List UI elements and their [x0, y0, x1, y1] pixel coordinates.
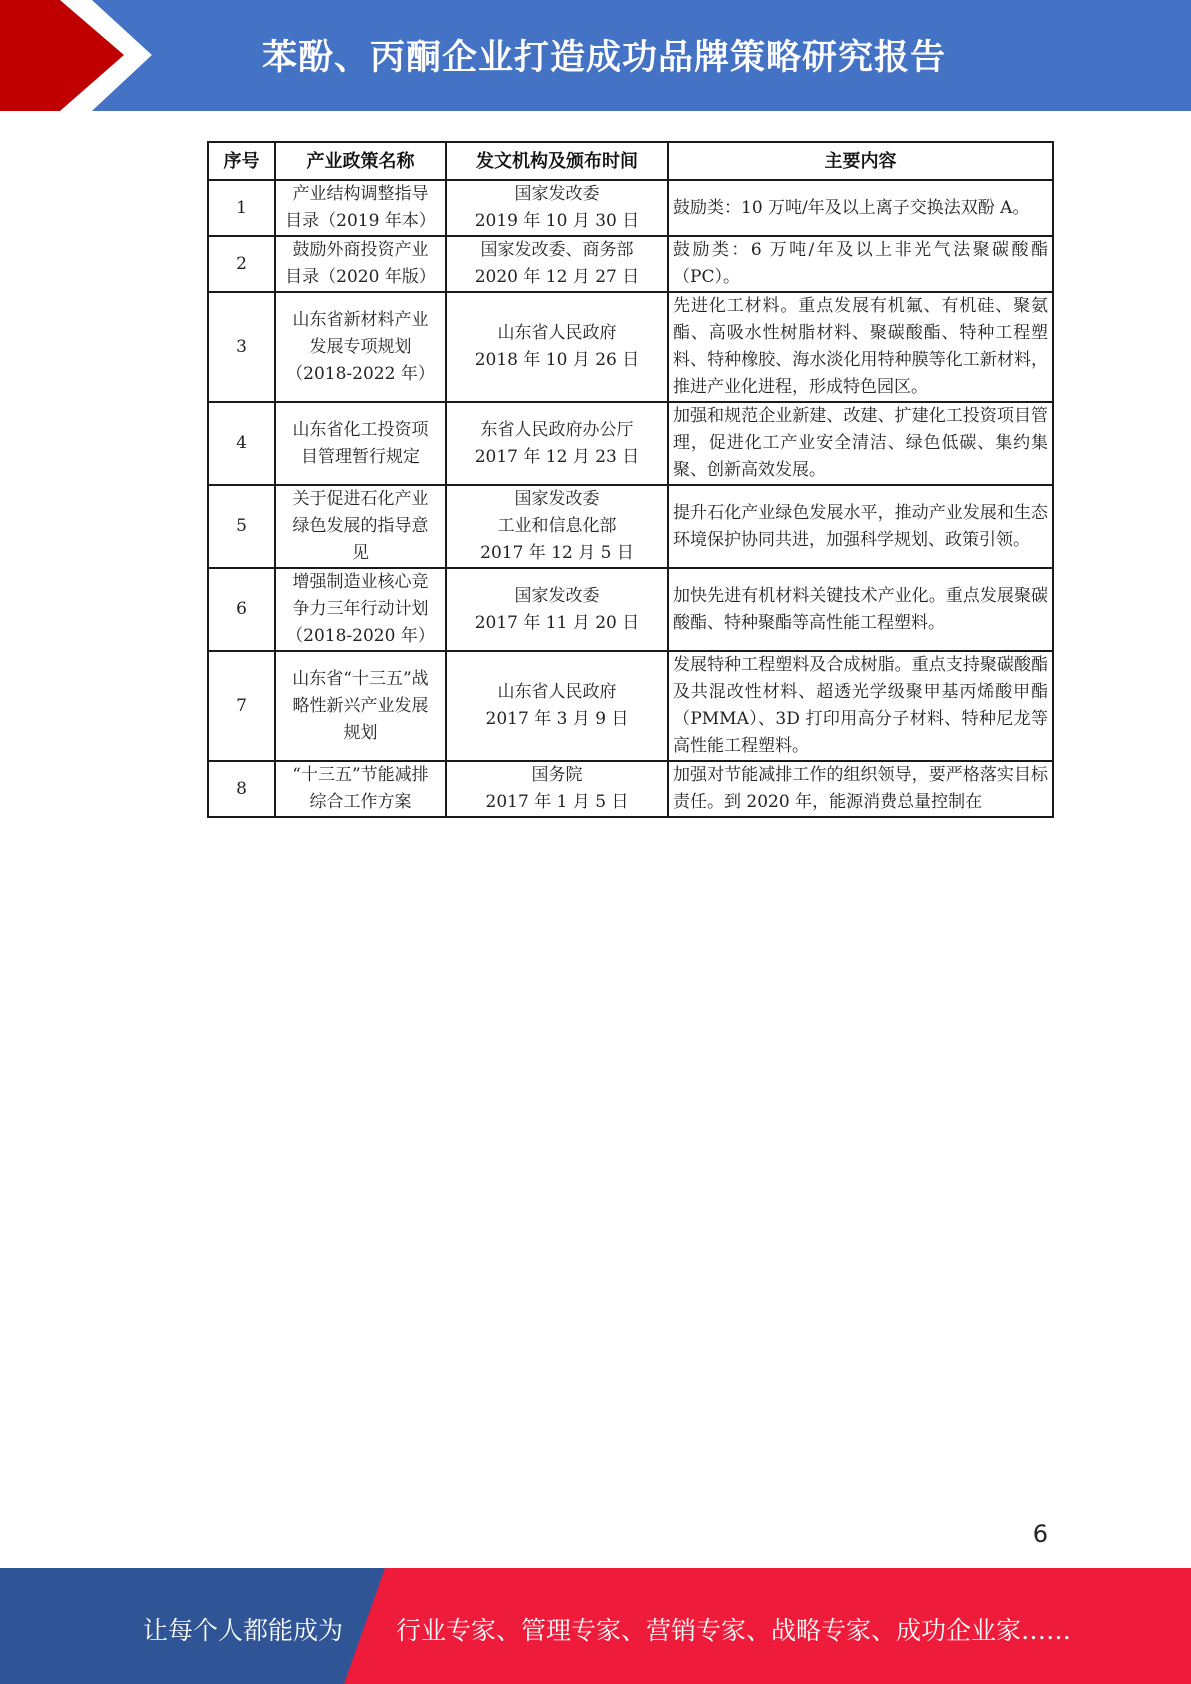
cell-policy-name: [275, 402, 446, 485]
page-number: 6: [1032, 1520, 1048, 1548]
issuer-date-line: 2017 年 12 月 23 日: [474, 446, 640, 467]
table-row: [208, 402, 1053, 485]
cell-issuer-date: [446, 180, 668, 236]
policy-table: [207, 141, 1054, 818]
table-row: [208, 485, 1053, 568]
cell-policy-name: [275, 485, 446, 568]
policy-name-line: 关于促进石化产业: [292, 489, 429, 509]
cell-main-content: 加快先进有机材料关键技术产业化。重点发展聚碳酸酯、特种聚酯等高性能工程塑料。: [668, 568, 1053, 651]
table-row: [208, 292, 1053, 402]
issuer-date-line: 工业和信息化部: [497, 516, 617, 536]
cell-index: 2: [208, 236, 275, 292]
issuer-date-line: 国家发改委、商务部: [480, 240, 634, 260]
table-header-row: [208, 142, 1053, 180]
cell-issuer-date: [446, 485, 668, 568]
policy-name-line: 争力三年行动计划: [292, 599, 429, 619]
issuer-date-line: 国家发改委: [514, 489, 600, 509]
policy-name-line: “十三五”节能减排: [292, 765, 429, 785]
policy-name-line: 产业结构调整指导: [292, 184, 429, 204]
report-title: 苯酚、丙酮企业打造成功品牌策略研究报告: [262, 38, 947, 78]
footer-slogan-left: 让每个人都能成为: [143, 1616, 344, 1645]
table-row: [208, 180, 1053, 236]
issuer-date-line: 2017 年 12 月 5 日: [480, 543, 634, 563]
issuer-date-line: 国家发改委: [514, 184, 600, 204]
issuer-date-line: 山东省人民政府: [497, 682, 617, 702]
policy-table-container: [207, 141, 1054, 818]
policy-name-line: 略性新兴产业发展: [292, 695, 429, 716]
policy-name-line: 目录（2019 年本）: [285, 211, 436, 231]
cell-main-content: 提升石化产业绿色发展水平，推动产业发展和生态环境保护协同共进，加强科学规划、政策引领。: [668, 485, 1053, 568]
column-header-policy-name: 产业政策名称: [275, 142, 446, 180]
issuer-date-line: 2020 年 12 月 27 日: [474, 267, 640, 287]
cell-index: 8: [208, 761, 275, 817]
policy-name-line: 目管理暂行规定: [301, 446, 420, 467]
cell-issuer-date: [446, 568, 668, 651]
cell-policy-name: [275, 292, 446, 402]
policy-name-line: 目录（2020 年版）: [285, 267, 436, 287]
cell-issuer-date: [446, 761, 668, 817]
issuer-date-line: 2019 年 10 月 30 日: [474, 211, 640, 231]
cell-issuer-date: [446, 236, 668, 292]
policy-name-line: 山东省化工投资项: [292, 419, 429, 440]
cell-index: 6: [208, 568, 275, 651]
cell-issuer-date: [446, 651, 668, 761]
policy-name-line: 山东省“十三五”战: [292, 668, 429, 689]
cell-policy-name: [275, 180, 446, 236]
policy-name-line: 鼓励外商投资产业: [292, 240, 429, 260]
cell-policy-name: [275, 651, 446, 761]
issuer-date-line: 东省人民政府办公厅: [480, 419, 634, 440]
issuer-date-line: 2018 年 10 月 26 日: [474, 350, 640, 370]
issuer-date-line: 山东省人民政府: [497, 323, 617, 343]
footer-slogan-right: 行业专家、管理专家、营销专家、战略专家、成功企业家……: [396, 1616, 1072, 1645]
cell-index: 5: [208, 485, 275, 568]
cell-issuer-date: [446, 402, 668, 485]
page-header: [0, 0, 1191, 111]
cell-main-content: 鼓励类：6 万吨/年及以上非光气法聚碳酸酯（PC）。: [668, 236, 1053, 292]
cell-main-content: 先进化工材料。重点发展有机氟、有机硅、聚氨酯、高吸水性树脂材料、聚碳酸酯、特种工程塑料、特种橡胶、海水淡化用特种膜等化工新材料，推进产业化进程，形成特色园区。: [668, 292, 1053, 402]
cell-index: 1: [208, 180, 275, 236]
policy-name-line: 发展专项规划: [309, 336, 412, 357]
policy-name-line: 见: [352, 543, 369, 563]
table-body: [208, 180, 1053, 817]
table-row: [208, 651, 1053, 761]
issuer-date-line: 2017 年 3 月 9 日: [485, 709, 629, 729]
policy-name-line: （2018-2020 年）: [286, 626, 435, 646]
policy-name-line: 绿色发展的指导意: [292, 516, 429, 536]
column-header-main-content: 主要内容: [668, 142, 1053, 180]
cell-main-content: 加强和规范企业新建、改建、扩建化工投资项目管理，促进化工产业安全清洁、绿色低碳、集约集聚、创新高效发展。: [668, 402, 1053, 485]
page-footer: [0, 1568, 1191, 1684]
cell-index: 3: [208, 292, 275, 402]
issuer-date-line: 2017 年 1 月 5 日: [485, 792, 629, 812]
policy-name-line: 增强制造业核心竞: [292, 572, 429, 592]
policy-name-line: （2018-2022 年）: [286, 363, 435, 384]
policy-name-line: 山东省新材料产业: [292, 309, 429, 330]
column-header-issuer-date: 发文机构及颁布时间: [446, 142, 668, 180]
issuer-date-line: 2017 年 11 月 20 日: [474, 612, 640, 633]
column-header-index: 序号: [208, 142, 275, 180]
cell-main-content: 加强对节能减排工作的组织领导，要严格落实目标责任。到 2020 年，能源消费总量控制在: [668, 761, 1053, 817]
table-row: [208, 236, 1053, 292]
cell-policy-name: [275, 568, 446, 651]
issuer-date-line: 国务院: [531, 765, 583, 785]
cell-policy-name: [275, 236, 446, 292]
header-chevron-decoration: [0, 0, 200, 111]
cell-index: 4: [208, 402, 275, 485]
cell-index: 7: [208, 651, 275, 761]
cell-main-content: 发展特种工程塑料及合成树脂。重点支持聚碳酸酯及共混改性材料、超透光学级聚甲基丙烯酸甲酯（PMMA）、3D 打印用高分子材料、特种尼龙等高性能工程塑料。: [668, 651, 1053, 761]
table-row: [208, 761, 1053, 817]
table-row: [208, 568, 1053, 651]
issuer-date-line: 国家发改委: [514, 585, 600, 606]
policy-name-line: 规划: [343, 722, 378, 743]
cell-policy-name: [275, 761, 446, 817]
cell-main-content: 鼓励类：10 万吨/年及以上离子交换法双酚 A。: [668, 180, 1053, 236]
policy-name-line: 综合工作方案: [309, 792, 412, 812]
cell-issuer-date: [446, 292, 668, 402]
